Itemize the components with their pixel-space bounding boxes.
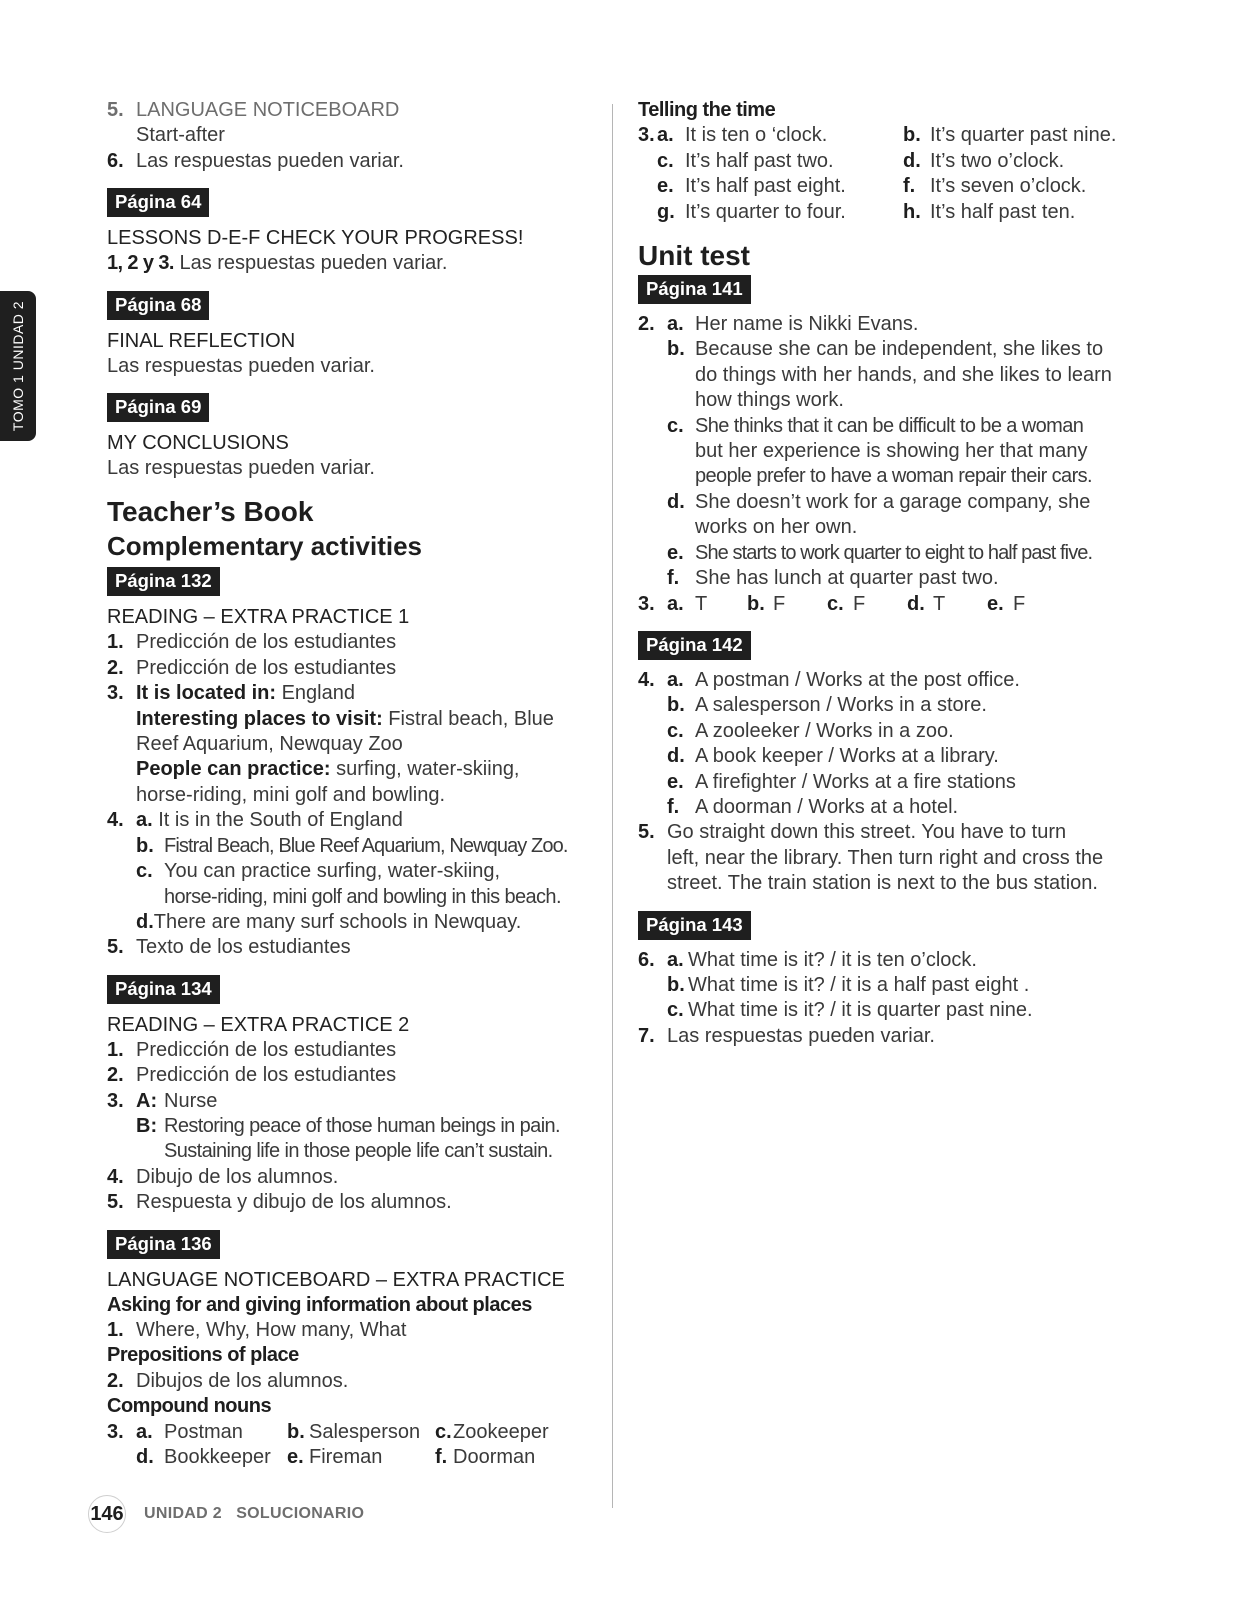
list-item: 5. Respuesta y dibujo de los alumnos. — [107, 1191, 452, 1214]
list-subitem: c. What time is it? / it is quarter past nine. — [667, 999, 1033, 1022]
list-subitem: b. What time is it? / it is a half past eight . — [667, 973, 1030, 996]
item-5-sub: Start-after — [136, 124, 225, 147]
item-number: 5. — [107, 99, 124, 121]
list-subitem: b. Because she can be independent, she likes to — [667, 338, 1104, 361]
list-subitem-cont: horse-riding, mini golf and bowling in this beach. — [164, 885, 561, 908]
list-item: 7. Las respuestas pueden variar. — [638, 1024, 935, 1047]
section-heading: LESSONS D-E-F CHECK YOUR PROGRESS! — [107, 227, 524, 250]
page-badge-142: Página 142 — [638, 631, 751, 660]
subheading: Asking for and giving information about places — [107, 1293, 532, 1316]
list-subitem: d.There are many surf schools in Newquay. — [136, 910, 522, 933]
list-item: 4. Dibujo de los alumnos. — [107, 1165, 339, 1188]
list-item: 3. It is located in: England — [107, 682, 355, 705]
list-subitem: d. A book keeper / Works at a library. — [667, 745, 999, 768]
item-text: Las respuestas pueden variar. — [136, 149, 404, 172]
list-subitem-cont: how things work. — [695, 389, 844, 412]
list-subitem-cont: people prefer to have a woman repair their cars. — [695, 465, 1092, 488]
complementary-activities-title: Complementary activities — [107, 531, 423, 562]
list-item-cont: horse-riding, mini golf and bowling. — [136, 783, 446, 806]
subheading: Compound nouns — [107, 1395, 272, 1418]
page-badge-69: Página 69 — [107, 393, 209, 422]
footer-label: UNIDAD 2 SOLUCIONARIO — [144, 1505, 365, 1522]
page-badge-132: Página 132 — [107, 567, 220, 596]
list-subitem: c. A zooleeker / Works in a zoo. — [667, 719, 954, 742]
page-badge-68: Página 68 — [107, 291, 209, 320]
right-column — [638, 98, 1133, 1049]
list-subitem: f. She has lunch at quarter past two. — [667, 567, 999, 590]
list-subitem: d. She doesn’t work for a garage company, she — [667, 490, 1091, 513]
list-item: 2. a. Her name is Nikki Evans. — [638, 313, 919, 336]
page-badge-143: Página 143 — [638, 911, 751, 940]
list-item-cont: Reef Aquarium, Newquay Zoo — [136, 733, 403, 756]
list-subitem: c. You can practice surfing, water-skiing, — [136, 860, 501, 883]
left-column — [107, 98, 592, 1470]
section-heading: READING – EXTRA PRACTICE 2 — [107, 1013, 410, 1036]
item-number: 6. — [107, 149, 124, 172]
item-123 — [107, 251, 592, 276]
list-item: 1. Predicción de los estudiantes — [107, 1038, 397, 1061]
teachers-book-title: Teacher’s Book — [107, 496, 314, 528]
list-item: 4. a. A postman / Works at the post office. — [638, 668, 1020, 691]
section-heading: LANGUAGE NOTICEBOARD – EXTRA PRACTICE — [107, 1268, 565, 1291]
item-text: Las respuestas pueden variar. — [107, 457, 375, 480]
list-item: 1. Where, Why, How many, What — [107, 1318, 407, 1341]
item-6 — [107, 149, 592, 174]
section-title: LANGUAGE NOTICEBOARD — [136, 99, 400, 121]
list-item: 4. a. It is in the South of England — [107, 809, 403, 832]
page-badge-141: Página 141 — [638, 275, 751, 304]
list-item-cont: left, near the library. Then turn right and cross the — [667, 846, 1104, 869]
list-item: 5. Texto de los estudiantes — [107, 936, 351, 959]
list-subitem-cont: Sustaining life in those people life can’t sustain. — [164, 1140, 553, 1163]
page-number: 146 — [88, 1495, 126, 1533]
page-badge-134: Página 134 — [107, 975, 220, 1004]
list-item: 6. a. What time is it? / it is ten o’clock. — [638, 948, 977, 971]
list-item: 2. Predicción de los estudiantes — [107, 1064, 397, 1087]
list-item: 2. Dibujos de los alumnos. — [107, 1369, 349, 1392]
list-subitem-cont: but her experience is showing her that many — [695, 440, 1088, 463]
subheading: Telling the time — [638, 99, 776, 121]
unit-test-title: Unit test — [638, 240, 750, 272]
section-heading: READING – EXTRA PRACTICE 1 — [107, 606, 410, 629]
list-subitem: e. She starts to work quarter to eight to half past five. — [667, 541, 1093, 564]
list-item: 3. a. Postman b. Salesperson c.Zookeeper d. Bookkeeper e. Fireman f. Doorman — [107, 1420, 549, 1468]
section-heading: MY CONCLUSIONS — [107, 432, 289, 455]
item-5 — [107, 98, 592, 123]
section-heading: FINAL REFLECTION — [107, 329, 296, 352]
list-item: 2. Predicción de los estudiantes — [107, 656, 397, 679]
list-item: 5. Go straight down this street. You have to turn — [638, 821, 1067, 844]
list-subitem: f. A doorman / Works at a hotel. — [667, 795, 959, 818]
list-item-cont: street. The train station is next to the bus station. — [667, 872, 1098, 895]
list-item-cont: Interesting places to visit: Fistral beach, Blue — [136, 707, 554, 730]
side-tab-label: TOMO 1 UNIDAD 2 — [10, 300, 26, 432]
list-subitem: B: Restoring peace of those human beings in pain. — [136, 1114, 561, 1137]
side-tab — [0, 291, 36, 441]
page-badge-136: Página 136 — [107, 1230, 220, 1259]
list-item: 3. a. It is ten o ‘clock. b. It’s quarter past nine. c. It’s half past two. d. It’s two o’clock. e. It’s half past eight. f. It’s seven o’clock. g. It’s quarter to four. h. It’s half past ten. — [638, 124, 1117, 223]
list-subitem-cont: works on her own. — [695, 516, 858, 539]
list-item: 3. a. T b. F c. F d. T e. F — [638, 592, 1026, 615]
item-text: Las respuestas pueden variar. — [107, 354, 375, 377]
item-text: Las respuestas pueden variar. — [179, 252, 448, 275]
list-subitem: b. A salesperson / Works in a store. — [667, 694, 987, 717]
list-subitem: b. Fistral Beach, Blue Reef Aquarium, Newquay Zoo. — [136, 834, 568, 857]
page-badge-64: Página 64 — [107, 188, 209, 217]
list-item: 1. Predicción de los estudiantes — [107, 631, 397, 654]
list-subitem-cont: do things with her hands, and she likes to learn — [695, 363, 1112, 386]
item-number: 1, 2 y 3. — [107, 252, 174, 275]
list-subitem: c. She thinks that it can be difficult to be a woman — [667, 414, 1084, 437]
page-footer — [88, 1496, 364, 1532]
list-subitem: e. A firefighter / Works at a fire stations — [667, 770, 1016, 793]
column-divider — [612, 104, 613, 1508]
subheading: Prepositions of place — [107, 1344, 299, 1367]
list-item: 3. A: Nurse — [107, 1089, 218, 1112]
list-item-cont: People can practice: surfing, water-skiing, — [136, 758, 520, 781]
